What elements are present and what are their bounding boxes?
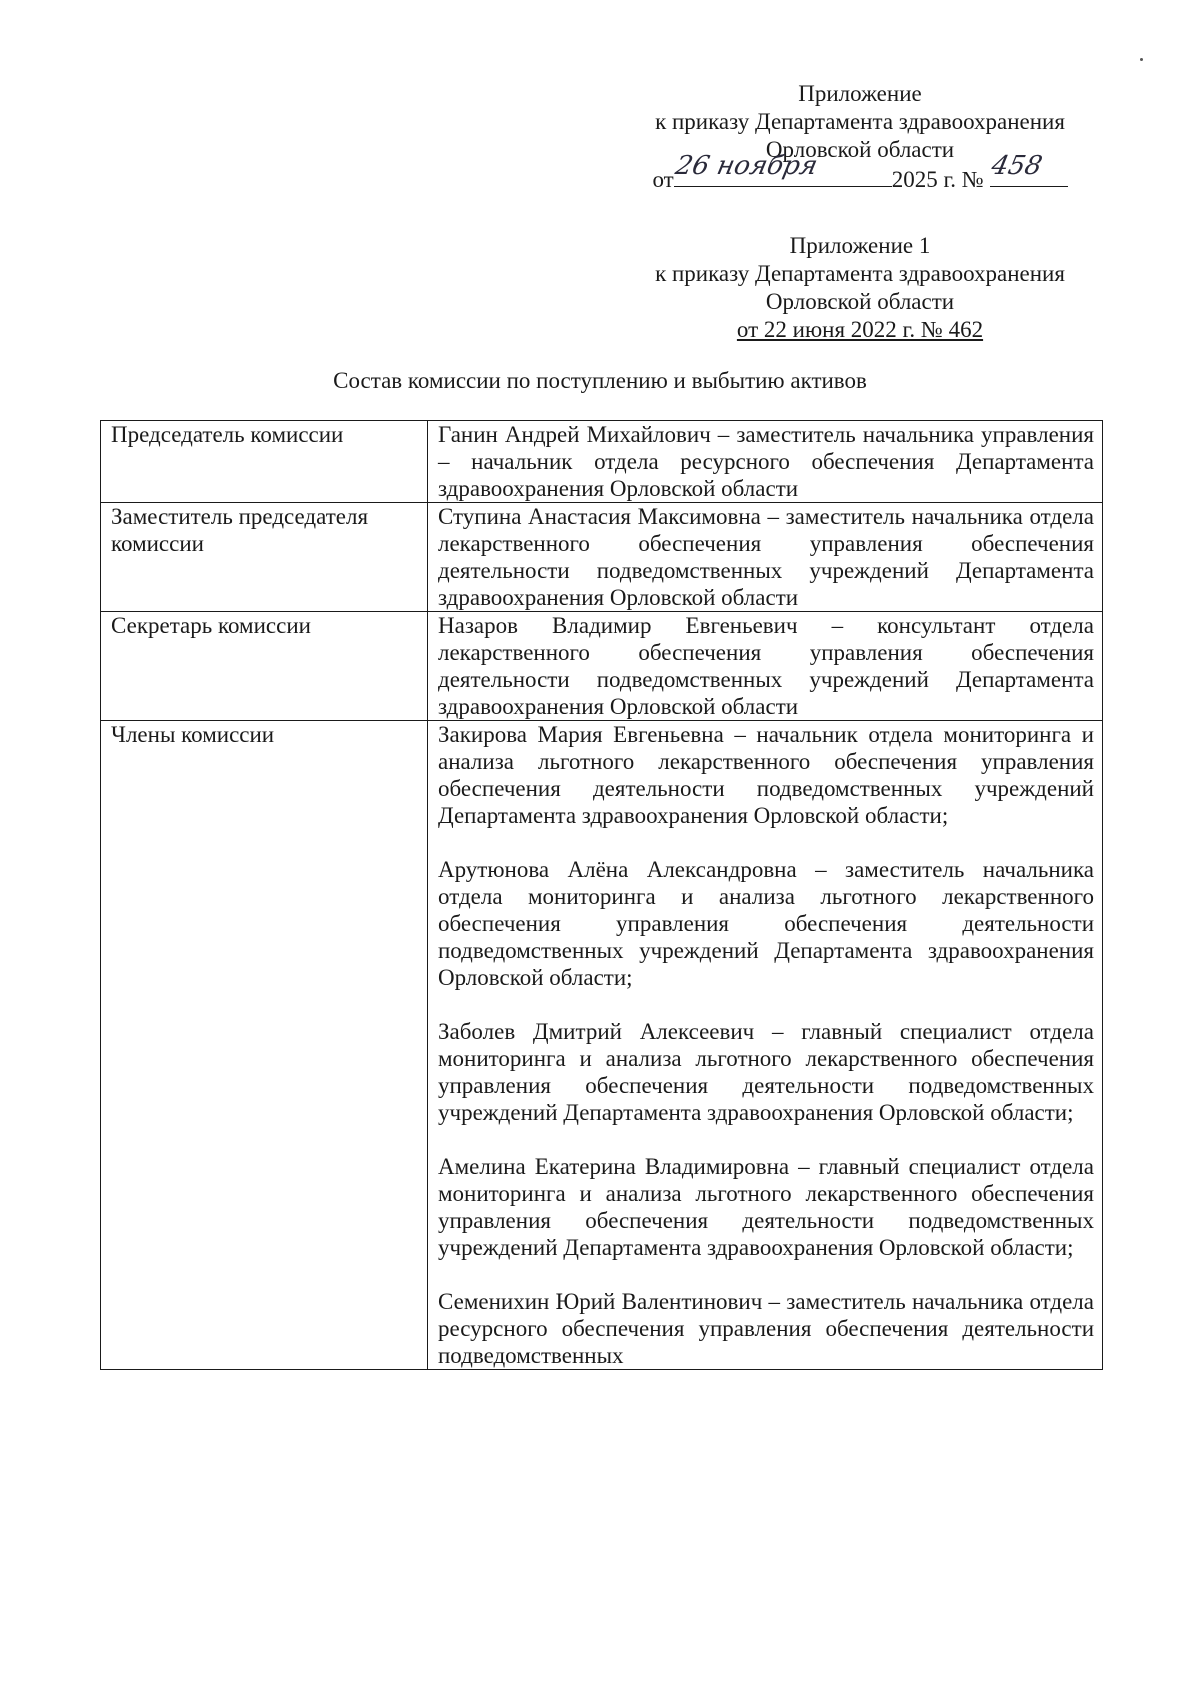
number-blank xyxy=(988,151,1068,187)
document-title: Состав комиссии по поступлению и выбытию активов xyxy=(333,368,867,393)
member-entry: Амелина Екатерина Владимировна – главный специалист отдела мониторинга и анализа льготного лекарственного обеспечения управления обеспечения деятельности подведомственных учреждений Департамента здравоохранения Орловской области; xyxy=(438,1154,1094,1260)
original-appendix-label: Приложение 1 xyxy=(789,233,931,258)
table-row xyxy=(101,503,1103,612)
original-region: Орловской области xyxy=(765,289,955,314)
member-entry: Назаров Владимир Евгеньевич – консультант отдела лекарственного обеспечения управления обеспечения деятельности подведомственных учреждений Департамента здравоохранения Орловской области xyxy=(438,613,1094,719)
role-cell: Члены комиссии xyxy=(101,721,428,1370)
member-entry: Заболев Дмитрий Алексеевич – главный специалист отдела мониторинга и анализа льготного лекарственного обеспечения управления обеспечения деятельности подведомственных учреждений Департамента здравоохранения Орловской области; xyxy=(438,1019,1094,1125)
scan-speck xyxy=(1140,58,1143,61)
role-cell: Председатель комиссии xyxy=(101,421,428,503)
handwritten-number: 458 xyxy=(988,151,1045,181)
role-cell: Секретарь комиссии xyxy=(101,612,428,721)
appendix-header xyxy=(620,80,1100,194)
date-blank xyxy=(672,151,892,187)
original-order-ref: к приказу Департамента здравоохранения xyxy=(655,261,1065,286)
member-entry: Семенихин Юрий Валентинович – заместитель начальника отдела ресурсного обеспечения управления обеспечения деятельности подведомственных xyxy=(438,1289,1094,1368)
date-year: 2025 г. № xyxy=(891,167,984,192)
handwritten-date: 26 ноября xyxy=(672,151,820,181)
member-entry: Ганин Андрей Михайлович – заместитель начальника управления – начальник отдела ресурсного обеспечения Департамента здравоохранения Орловской области xyxy=(438,422,1094,501)
original-appendix-header xyxy=(620,232,1100,344)
table-row xyxy=(101,421,1103,503)
member-entry: Закирова Мария Евгеньевна – начальник отдела мониторинга и анализа льготного лекарственного обеспечения управления обеспечения деятельности подведомственных учреждений Департамента здравоохранения Орловской области; xyxy=(438,722,1094,828)
original-order-date: от 22 июня 2022 г. № 462 xyxy=(736,317,984,342)
member-cell xyxy=(428,503,1103,612)
appendix-order-ref: к приказу Департамента здравоохранения xyxy=(655,109,1065,134)
date-prefix: от xyxy=(652,167,674,192)
appendix-label: Приложение xyxy=(798,81,922,106)
table-row xyxy=(101,612,1103,721)
commission-table xyxy=(100,420,1103,1370)
member-cell xyxy=(428,721,1103,1370)
member-entry: Ступина Анастасия Максимовна – заместитель начальника отдела лекарственного обеспечения управления обеспечения деятельности подведомственных учреждений Департамента здравоохранения Орловской области xyxy=(438,504,1094,610)
member-entry: Арутюнова Алёна Александровна – заместитель начальника отдела мониторинга и анализа льготного лекарственного обеспечения управления обеспечения деятельности подведомственных учреждений Департамента здравоохранения Орловской области; xyxy=(438,857,1094,990)
member-cell xyxy=(428,612,1103,721)
appendix-date-line xyxy=(620,151,1100,194)
table-row xyxy=(101,721,1103,1370)
appendix-region: Орловской области xyxy=(765,137,955,162)
member-cell xyxy=(428,421,1103,503)
role-cell: Заместитель председателя комиссии xyxy=(101,503,428,612)
